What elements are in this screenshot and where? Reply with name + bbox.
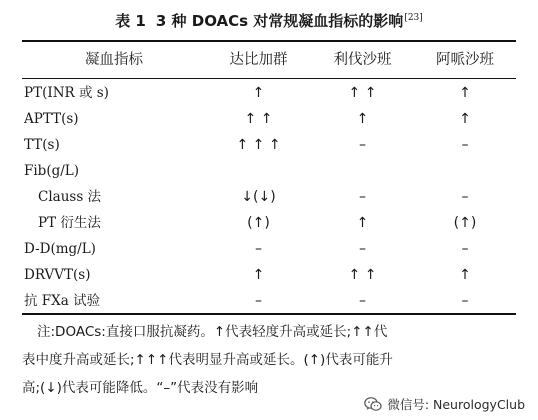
reference-marker: [23] (404, 13, 423, 23)
row-label: DRVVT(s) (24, 267, 91, 283)
table-row (22, 184, 516, 210)
cell-dabigatran: – (255, 241, 262, 257)
row-label: TT(s) (24, 137, 60, 153)
cell-rivaroxaban: ↑ ↑ (348, 85, 377, 101)
table-row (22, 288, 516, 314)
table-row (22, 106, 516, 132)
cell-rivaroxaban: ↑ (356, 111, 369, 127)
row-label: Fib(g/L) (24, 163, 80, 179)
cell-apixaban (414, 158, 516, 184)
table-title: 3 种 DOACs 对常规凝血指标的影响 (155, 12, 404, 30)
cell-rivaroxaban: – (359, 241, 366, 257)
header-row (22, 42, 516, 78)
cell-dabigatran: ↑ ↑ ↑ (236, 137, 281, 153)
header-apixaban: 阿哌沙班 (436, 52, 494, 68)
row-label: 抗 FⅩa 试验 (24, 293, 101, 309)
wechat-watermark (361, 394, 528, 414)
cell-rivaroxaban: ↑ ↑ (348, 267, 377, 283)
wechat-icon (364, 397, 382, 412)
row-label: D-D(mg/L) (24, 241, 96, 257)
cell-dabigatran: ↑ (252, 85, 265, 101)
cell-dabigatran: – (255, 293, 262, 309)
header-rivaroxaban: 利伐沙班 (333, 52, 392, 68)
table-row (22, 132, 516, 158)
table-body (22, 78, 516, 314)
cell-dabigatran: ↑ ↑ (244, 111, 273, 127)
table-row (22, 78, 516, 106)
coagulation-table (22, 42, 516, 314)
cell-apixaban: ↑ (459, 85, 471, 101)
cell-rivaroxaban: – (359, 293, 366, 309)
row-label: APTT(s) (24, 111, 79, 127)
cell-apixaban: – (461, 293, 469, 309)
table-row (22, 236, 516, 262)
row-label: PT(INR 或 s) (24, 85, 109, 101)
cell-apixaban: – (461, 189, 469, 205)
table-number: 表 1 (115, 12, 146, 30)
table-row (22, 262, 516, 288)
cell-rivaroxaban: – (359, 189, 366, 205)
cell-apixaban: – (461, 241, 469, 257)
footnote-line: 表中度升高或延长;↑↑↑代表明显升高或延长。(↑)代表可能升 (22, 352, 393, 368)
cell-dabigatran: (↑) (247, 215, 270, 231)
table-footnote (22, 318, 522, 402)
watermark-text: 微信号: NeurologyClub (387, 397, 525, 412)
header-indicator: 凝血指标 (85, 52, 143, 68)
cell-dabigatran: ↑ (252, 267, 265, 283)
cell-dabigatran (206, 158, 311, 184)
cell-dabigatran: ↓(↓) (241, 189, 276, 205)
cell-apixaban: ↑ (459, 111, 471, 127)
table-row (22, 210, 516, 236)
row-label: Clauss 法 (38, 189, 102, 205)
cell-rivaroxaban: – (359, 137, 366, 153)
cell-rivaroxaban: ↑ (356, 215, 369, 231)
table-caption (0, 8, 538, 31)
cell-apixaban: – (461, 137, 469, 153)
footnote-line: 高;(↓)代表可能降低。“–”代表没有影响 (22, 380, 259, 396)
row-label: PT 衍生法 (38, 215, 101, 231)
cell-apixaban: (↑) (453, 215, 477, 231)
cell-rivaroxaban (311, 158, 414, 184)
footnote-line: 注:DOACs:直接口服抗凝药。↑代表轻度升高或延长;↑↑代 (37, 324, 388, 340)
table-header (22, 42, 516, 78)
header-dabigatran: 达比加群 (229, 52, 288, 68)
cell-apixaban: ↑ (459, 267, 471, 283)
table-row (22, 158, 516, 184)
